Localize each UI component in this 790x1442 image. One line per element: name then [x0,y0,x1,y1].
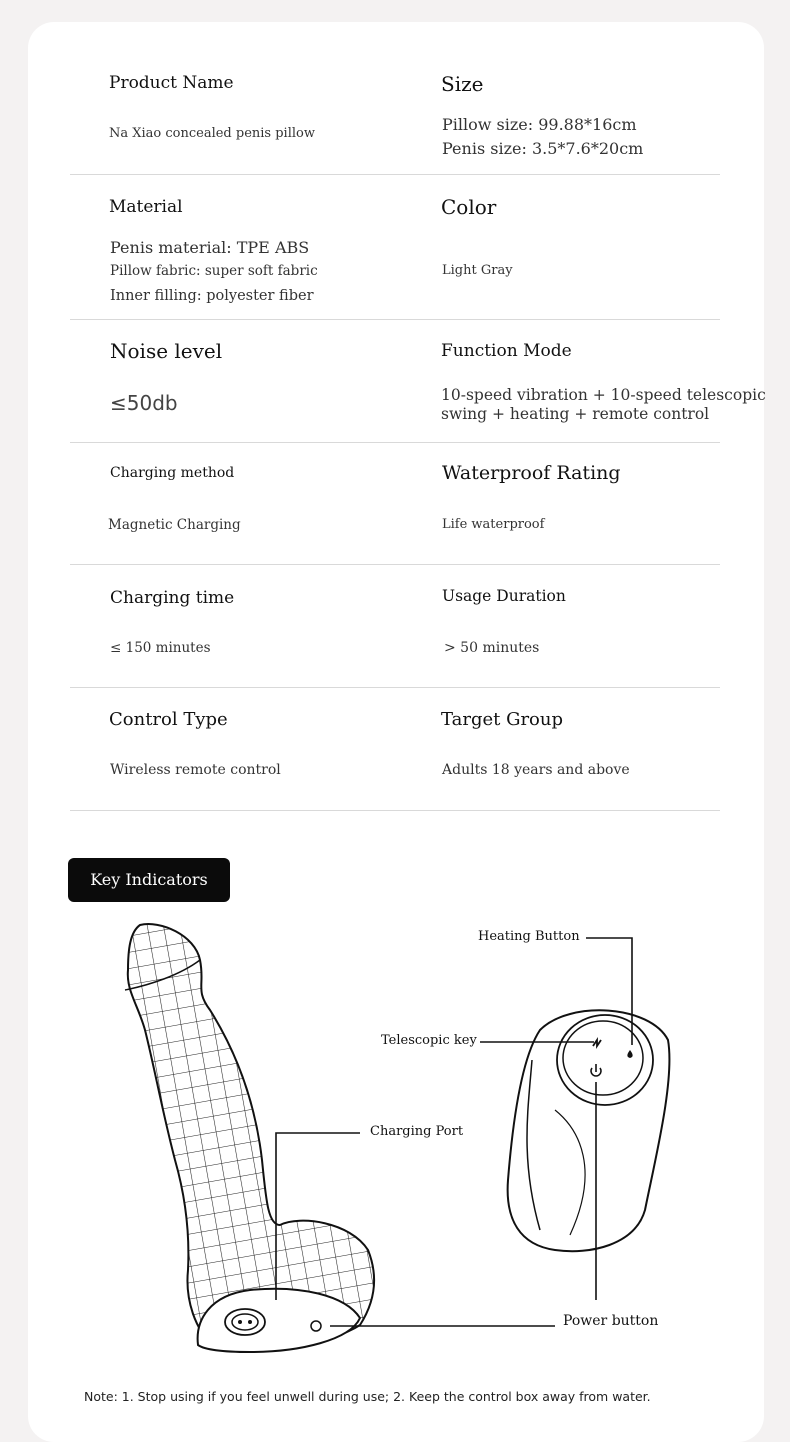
charging-time-value: ≤ 150 minutes [110,640,211,656]
charging-method-label: Charging method [110,465,235,481]
function-mode-line1: 10-speed vibration + 10-speed telescopic [441,386,766,404]
color-label: Color [441,195,497,219]
material-value-fabric: Pillow fabric: super soft fabric [110,263,318,279]
charging-method-value: Magnetic Charging [108,517,241,533]
usage-duration-value: > 50 minutes [444,640,540,656]
material-value-penis: Penis material: TPE ABS [110,238,310,257]
product-name-label: Product Name [109,73,234,93]
charging-port-callout: Charging Port [370,1124,464,1139]
charging-time-label: Charging time [110,588,235,608]
spec-row [70,687,720,811]
waterproof-rating-label: Waterproof Rating [442,462,621,484]
color-value: Light Gray [442,263,513,278]
key-indicators-badge: Key Indicators [68,858,230,902]
safety-note: Note: 1. Stop using if you feel unwell during use; 2. Keep the control box away from water. [84,1389,651,1404]
spec-row [70,564,720,688]
function-mode-line2: swing + heating + remote control [441,405,710,423]
noise-level-value: ≤50db [110,391,178,415]
target-group-value: Adults 18 years and above [442,762,630,778]
heating-button-callout: Heating Button [478,929,580,944]
material-label: Material [109,197,183,217]
size-value-pillow: Pillow size: 99.88*16cm [442,115,637,134]
material-value-filling: Inner filling: polyester fiber [110,288,314,304]
size-label: Size [441,72,484,96]
remote-control [508,1010,670,1251]
function-mode-label: Function Mode [441,341,572,361]
telescopic-key-callout: Telescopic key [381,1033,477,1048]
noise-level-label: Noise level [110,339,223,363]
spec-row [70,442,720,565]
control-type-label: Control Type [109,709,228,730]
product-diagram [0,900,790,1380]
product-name-value: Na Xiao concealed penis pillow [109,126,315,141]
target-group-label: Target Group [441,709,564,730]
power-button-callout: Power button [563,1313,659,1329]
size-value-penis: Penis size: 3.5*7.6*20cm [442,139,644,158]
waterproof-rating-value: Life waterproof [442,517,545,532]
usage-duration-label: Usage Duration [442,587,566,605]
control-type-value: Wireless remote control [110,762,281,778]
toy-body [125,924,374,1352]
